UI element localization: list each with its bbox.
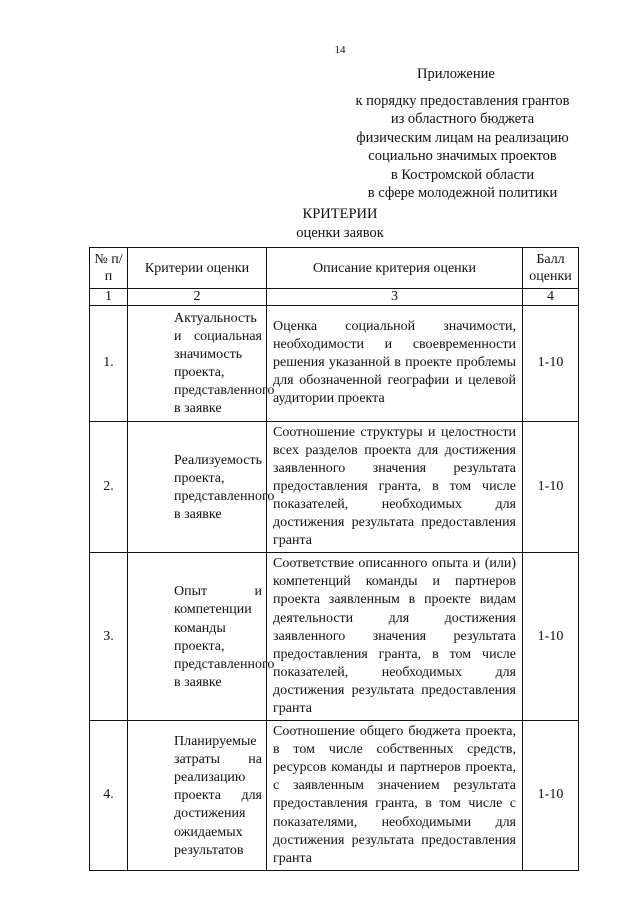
table-row (90, 721, 579, 871)
column-number-row (90, 289, 579, 306)
row-description: Соответствие описанного опыта и (или) компетенций команды и партнеров проекта заявленным в проекте видам деятельности для достижения заявленного значения результата предоставления гранта, в том числе показателей, необходимых для достижения результата предоставления гранта (267, 553, 523, 721)
table-row (90, 553, 579, 721)
table-header-row (90, 248, 579, 289)
row-number: 2. (90, 421, 128, 553)
row-number: 4. (90, 721, 128, 871)
column-number: 1 (90, 289, 128, 306)
document-subtitle: оценки заявок (296, 225, 384, 241)
row-score: 1-10 (523, 721, 579, 871)
header-score: Балл оценки (523, 248, 579, 289)
header-criterion: Критерии оценки (128, 248, 267, 289)
row-criterion: Реализуемость проекта, представленного в заявке (128, 421, 267, 553)
page-number: 14 (334, 44, 346, 56)
header-number: № п/п (90, 248, 128, 289)
appendix-line: к порядку предоставления грантов (355, 93, 570, 109)
appendix-line: в сфере молодежной политики (367, 185, 558, 202)
criteria-table (89, 247, 579, 871)
row-description: Соотношение общего бюджета проекта, в том числе собственных средств, ресурсов команды и партнеров проекта, с заявленным значением результата предоставления гранта, в том числе с показателями, необходимыми для достижения результата предоставления гранта (267, 721, 523, 871)
row-score: 1-10 (523, 421, 579, 553)
row-score: 1-10 (523, 553, 579, 721)
row-criterion: Опыт и компетенции команды проекта, представленного в заявке (128, 553, 267, 721)
column-number: 4 (523, 289, 579, 306)
row-number: 3. (90, 553, 128, 721)
table-row (90, 421, 579, 553)
appendix-line: социально значимых проектов (368, 148, 557, 165)
row-criterion: Планируемые затраты на реализацию проекта для достижения ожидаемых результатов (128, 721, 267, 871)
row-criterion: Актуальность и социальная значимость проекта, представленного в заявке (128, 306, 267, 422)
appendix-line: из областного бюджета (390, 111, 535, 128)
row-description: Соотношение структуры и целостности всех разделов проекта для достижения заявленного значения результата предоставления гранта, в том числе показателей, необходимых для достижения результата предоставления гранта (267, 421, 523, 553)
row-description: Оценка социальной значимости, необходимости и своевременности решения указанной в проекте проблемы для обозначенной географии и целевой аудитории проекта (267, 306, 523, 422)
column-number: 3 (267, 289, 523, 306)
header-description: Описание критерия оценки (267, 248, 523, 289)
column-number: 2 (128, 289, 267, 306)
appendix-line: физическим лицам на реализацию (356, 129, 569, 146)
table-row (90, 306, 579, 422)
appendix-title: Приложение (417, 66, 495, 82)
row-number: 1. (90, 306, 128, 422)
document-title: КРИТЕРИИ (302, 206, 378, 222)
appendix-caption (300, 92, 625, 202)
appendix-line: в Костромской области (390, 166, 535, 183)
row-score: 1-10 (523, 306, 579, 422)
